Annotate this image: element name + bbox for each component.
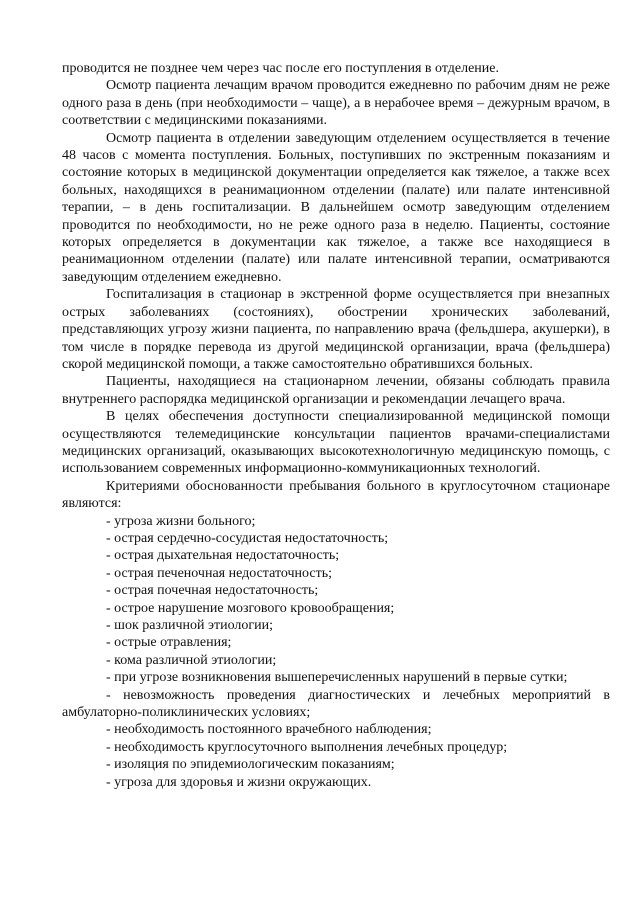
list-item: - острая печеночная недостаточность;: [106, 565, 333, 581]
list-item: - острые отравления;: [106, 635, 232, 651]
list-item: - острая сердечно-сосудистая недостаточность;: [106, 530, 389, 546]
list-item: - угроза жизни больного;: [106, 513, 256, 529]
paragraph-criteria-intro: Критериями обоснованности пребывания больного в круглосуточном стационаре являются:: [62, 478, 610, 512]
list-item: - угроза для здоровья и жизни окружающих.: [106, 774, 372, 790]
paragraph-telemedicine: В целях обеспечения доступности специализированной медицинской помощи осуществляются телемедицинские консультации пациентов врачами-специалистами медицинских организаций, оказывающих высокотехнологичную медицинскую помощь, с использованием современных информационно-коммуникационных технологий.: [62, 409, 610, 477]
list-item: - необходимость круглосуточного выполнения лечебных процедур;: [106, 739, 508, 755]
list-item: - шок различной этиологии;: [106, 618, 274, 633]
paragraph-continuation: проводится не позднее чем через час после его поступления в отделение.: [62, 61, 499, 76]
paragraph-head-exam: Осмотр пациента в отделении заведующим отделением осуществляется в течение 48 часов с момента поступления. Больных, поступивших по экстренным показаниям и состояние которых в медицинской документации определяется как тяжелое, а также всех больных, находящихся в реанимационном отделении (палате) или палате интенсивной терапии, – в день госпитализации. В дальнейшем осмотр заведующим отделением проводится по необходимости, но не реже одного раза в неделю. Пациенты, состояние которых определяется в документации как тяжелое, а также все находящиеся в реанимационном отделении (палате) или палате интенсивной терапии, осматриваются заведующим отделением ежедневно.: [62, 130, 610, 285]
list-item: - невозможность проведения диагностических и лечебных мероприятий в амбулаторно-поликлинических условиях;: [62, 687, 610, 721]
list-item: - острое нарушение мозгового кровообращения;: [106, 600, 395, 616]
list-item: - острая дыхательная недостаточность;: [106, 548, 340, 564]
list-item: - изоляция по эпидемиологическим показаниям;: [106, 757, 395, 773]
paragraph-patient-rules: Пациенты, находящиеся на стационарном лечении, обязаны соблюдать правила внутреннего распорядка медицинской организации и рекомендации лечащего врача.: [62, 374, 610, 407]
list-item: - острая почечная недостаточность;: [106, 583, 319, 599]
list-item: - при угрозе возникновения вышеперечисленных нарушений в первые сутки;: [106, 670, 568, 686]
paragraph-attending-exam: Осмотр пациента лечащим врачом проводится ежедневно по рабочим дням не реже одного раза в день (при необходимости – чаще), а в нерабочее время – дежурным врачом, в соответствии с медицинскими показаниями.: [62, 78, 610, 129]
list-item: - кома различной этиологии;: [106, 652, 277, 668]
list-item: - необходимость постоянного врачебного наблюдения;: [106, 722, 432, 738]
paragraph-emergency-hospitalization: Госпитализация в стационар в экстренной форме осуществляется при внезапных острых заболеваниях (состояниях), обострении хронических заболеваний, представляющих угрозу жизни пациента, по направлению врача (фельдшера, акушерки), в том числе в порядке перевода из другой медицинской организации, врача (фельдшера) скорой медицинской помощи, а также самостоятельно обратившихся больных.: [62, 287, 610, 372]
criteria-list: [62, 513, 610, 792]
document-page: [62, 60, 610, 791]
